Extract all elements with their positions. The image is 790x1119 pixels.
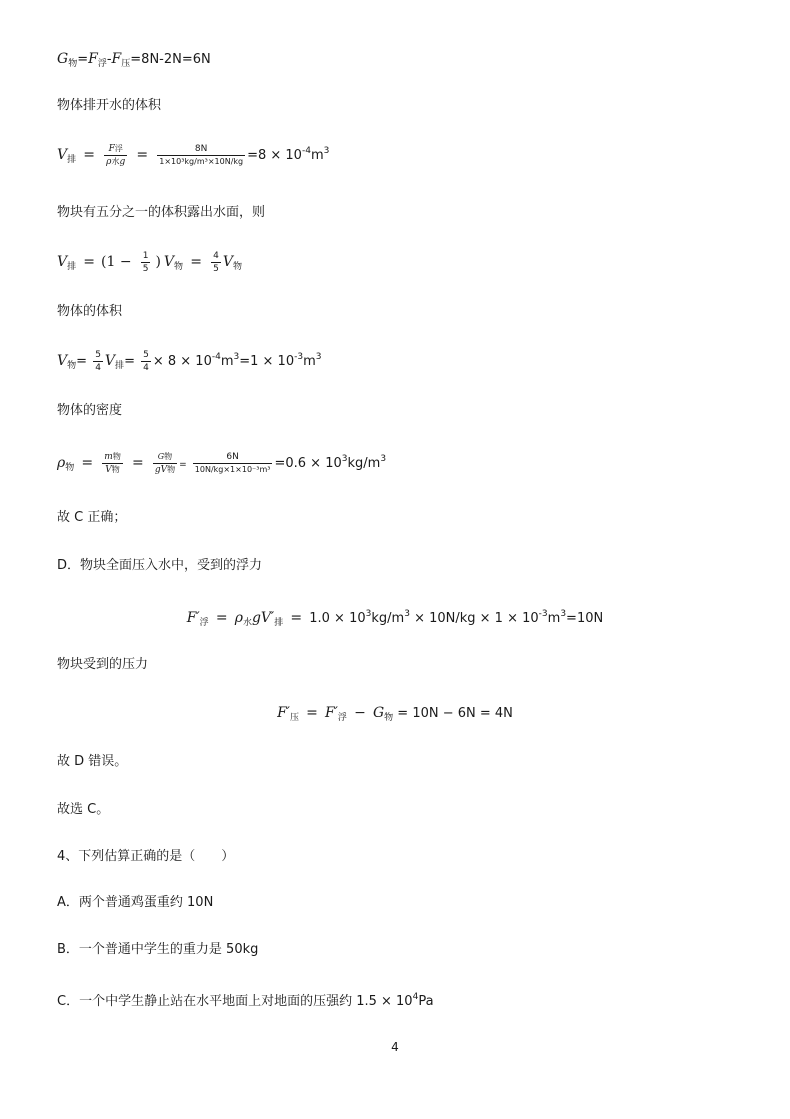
fraction-numeric: $\frac{8N}{\text{1×10³kg/m³×10N/kg}}$ xyxy=(159,144,244,166)
text-displaced-volume: 物体排开水的体积 xyxy=(57,98,162,113)
option-c: C．一个中学生静止站在水平地面上对地面的压强约 $1.5 \times 10^4Pa$ xyxy=(57,992,434,1009)
equation-volume-relation: $V_排 = (1$ − $\frac{1}{5}$ ) $V_物$ = $\frac{4}{5}$ $V_物$ xyxy=(57,251,242,274)
text-option-d-buoyancy: D．物块全面压入水中，受到的浮力 xyxy=(57,558,263,573)
text-d-wrong: 故 D 错误。 xyxy=(57,754,128,769)
text-c-correct: 故 C 正确； xyxy=(57,510,127,525)
option-b: B．一个普通中学生的重力是 50kg xyxy=(57,942,259,957)
page-number: 4 xyxy=(391,1040,399,1054)
equation-object-volume: $V_物=$ $\frac{5}{4}$ $V_排=$ $\frac{5}{4}$ × $8 \times 10^{-4}m^3=1 \times 10^{-3}m^3$ xyxy=(57,350,322,373)
text-choose-c: 故选 C。 xyxy=(57,802,110,817)
equation-gravity: $G_物=F_浮-F_压=8N-2N=6N$ xyxy=(57,51,211,69)
equation-full-buoyancy: $F'_浮 = \rho_水gV'_排 = 1.0 \times 10^3kg/m^3 \times 10N/kg \times 1 \times 10^{-3}m^3=10N$ xyxy=(186,609,604,628)
equation-pressure-force: $F'_压 = F'_浮 - G_物 = 10N - 6N = 4N$ xyxy=(277,705,513,723)
text-object-density: 物体的密度 xyxy=(57,403,123,418)
equation-displaced-volume: $V_排$ = $\frac{\text{F浮}}{\text{ρ水g}}$ = $\frac{8N}{\text{1×10³kg/m³×10N/kg}}$ $=8 \times 10^{-4}m^3$ xyxy=(57,144,330,167)
fraction-buoyancy-over-rho-g: $\frac{\text{F浮}}{\text{ρ水g}}$ xyxy=(106,144,126,167)
text-object-volume: 物体的体积 xyxy=(57,304,123,319)
option-a: A．两个普通鸡蛋重约 10N xyxy=(57,895,214,910)
equation-density: $\rho_物$ = $\frac{\text{m物}}{\text{V物}}$ = $\frac{\text{G物}}{\text{gV物}}$ = $\frac{6N}{\text{10N/kg×1×10⁻³m³}}$ $=0.6 \times 10^3kg/m^3$ xyxy=(57,452,387,475)
text-one-fifth-exposed: 物块有五分之一的体积露出水面，则 xyxy=(57,205,266,220)
text-pressure-force: 物块受到的压力 xyxy=(57,657,149,672)
question-4: 4、下列估算正确的是（ ） xyxy=(57,849,235,864)
